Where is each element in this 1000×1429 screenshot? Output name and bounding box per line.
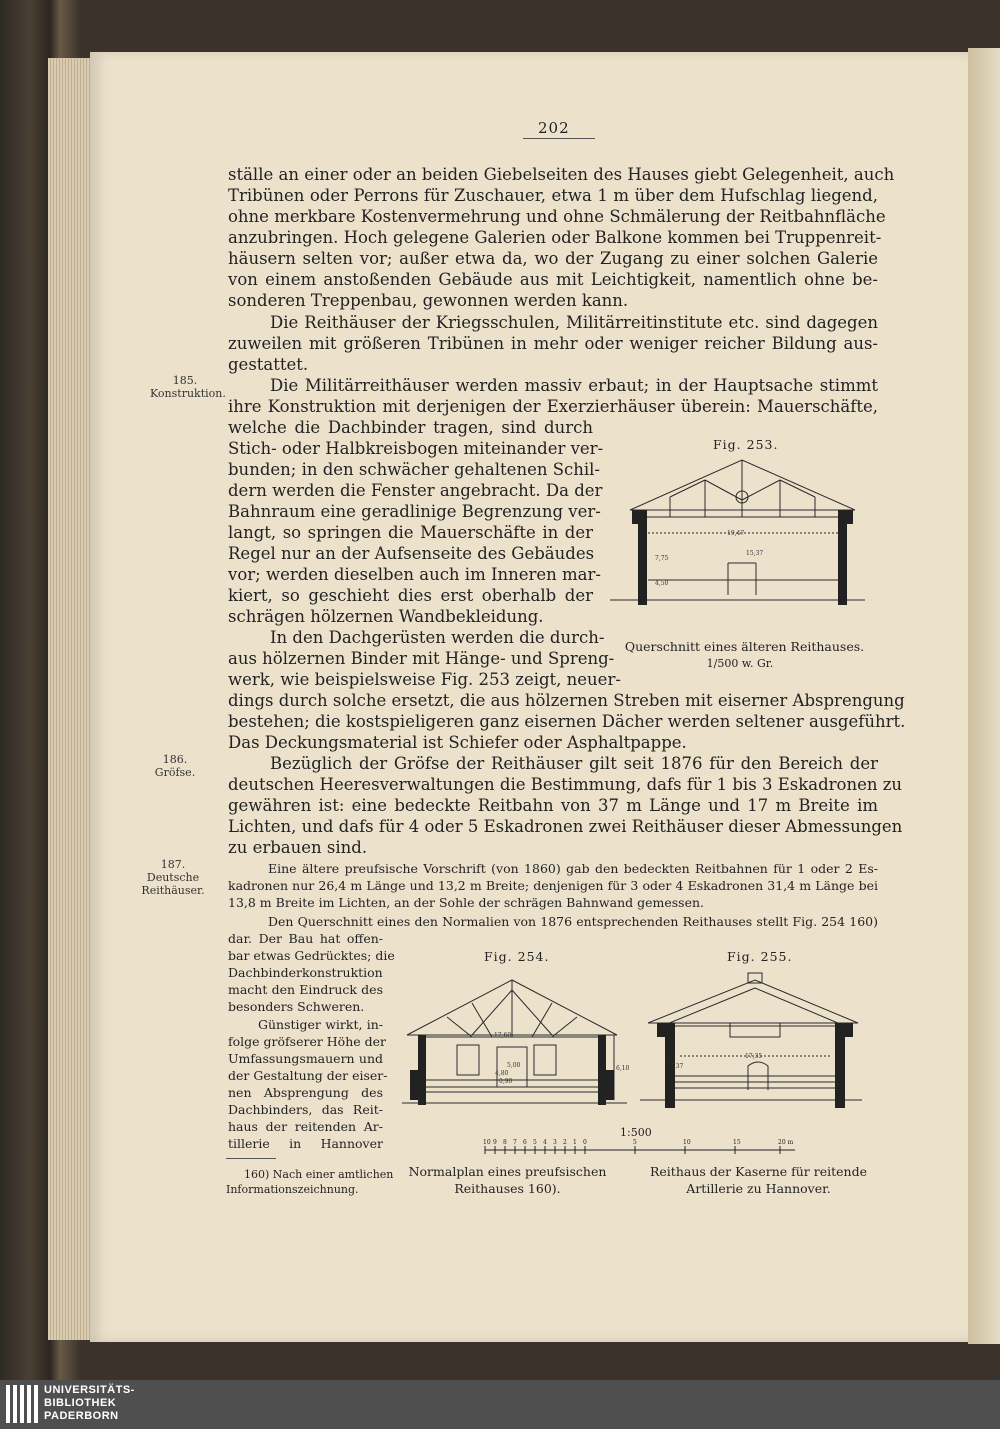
fig253-caption: Querschnitt eines älteren Reithauses. — [624, 639, 865, 654]
next-page-edge — [968, 48, 1000, 1344]
main-text-line: ihre Konstruktion mit derjenigen der Exerzierhäuser überein: Mauerschäfte, — [228, 397, 878, 416]
margin-note-187 — [138, 858, 208, 897]
margin-note-number: 185. — [172, 374, 198, 387]
library-name — [44, 1384, 135, 1423]
fig255-dim-1: 17,35 — [745, 1053, 763, 1060]
main-text-line: häusern selten vor; außer etwa da, wo der Zugang zu einer solchen Galerie — [228, 249, 878, 268]
small-text-line: tillerie in Hannover — [228, 1136, 383, 1151]
scale-label: 1:500 — [620, 1126, 652, 1139]
library-logo-icon — [6, 1385, 38, 1423]
main-text-line: Die Reithäuser der Kriegsschulen, Militärreitinstitute etc. sind dagegen — [270, 313, 878, 332]
main-text-line: kiert, so geschieht dies erst oberhalb der — [228, 586, 593, 605]
main-text-line: sonderen Treppenbau, gewonnen werden kann. — [228, 291, 629, 310]
fig255-drawing — [640, 968, 862, 1116]
main-text-line: aus hölzernen Binder mit Hänge- und Spreng- — [228, 649, 615, 668]
small-text-line: Umfassungsmauern und — [228, 1051, 383, 1066]
small-text-line: Dachbinders, das Reit- — [228, 1102, 383, 1117]
footnote — [226, 1167, 393, 1197]
fig254-label: Fig. 254. — [484, 949, 550, 964]
scale-tick-label: 5 — [633, 1139, 637, 1146]
fig254-caption-1: Normalplan eines preufsischen — [408, 1164, 607, 1179]
margin-note-185 — [150, 374, 226, 400]
small-text-line: nen Absprengung des — [228, 1085, 383, 1100]
fig255-caption-1: Reithaus der Kaserne für reitende — [650, 1164, 867, 1179]
footnote-line-1: 160) Nach einer amtlichen — [244, 1168, 394, 1181]
margin-note-number: 186. — [162, 753, 188, 766]
main-text-line: deutschen Heeresverwaltungen die Bestimmung, dafs für 1 bis 3 Eskadronen zu — [228, 775, 903, 794]
margin-note-label: Deutsche — [146, 871, 200, 884]
margin-note-186 — [140, 753, 210, 779]
main-text-line: bunden; in den schwächer gehaltenen Schil- — [228, 460, 601, 479]
margin-note-label: Konstruktion. — [150, 387, 226, 400]
main-text-line: gewähren ist: eine bedeckte Reitbahn von 37 m Länge und 17 m Breite im — [228, 796, 878, 815]
fig253-scale: 1/500 w. Gr. — [706, 657, 774, 670]
main-text-line: schrägen hölzernen Wandbekleidung. — [228, 607, 544, 626]
main-text-line: anzubringen. Hoch gelegene Galerien oder Balkone kommen bei Truppenreit- — [228, 228, 882, 247]
scale-tick-label: 10 — [683, 1139, 691, 1146]
main-text-line: dern werden die Fenster angebracht. Da der — [228, 481, 603, 500]
main-text-line: von einem anstoßenden Gebäude aus mit Leichtigkeit, namentlich ohne be- — [228, 270, 878, 289]
footnote-line-2: Informationszeichnung. — [226, 1183, 359, 1196]
fig253-dim-2: 15,37 — [746, 550, 764, 557]
library-name-line-3: PADERBORN — [44, 1410, 119, 1422]
margin-note-label-2: Reithäuser. — [141, 884, 205, 897]
main-text-line: langt, so springen die Mauerschäfte in der — [228, 523, 593, 542]
fig254-caption — [405, 1163, 610, 1197]
fig254-dim-5: 6,10 — [616, 1065, 630, 1072]
small-text-line: Dachbinderkonstruktion — [228, 965, 383, 980]
header-rule — [523, 138, 595, 139]
small-text-line: folge gröfserer Höhe der — [228, 1034, 387, 1049]
fig255-caption-2: Artillerie zu Hannover. — [686, 1181, 831, 1196]
small-text-line: der Gestaltung der eiser- — [228, 1068, 388, 1083]
margin-note-number: 187. — [160, 858, 186, 871]
small-text-line: haus der reitenden Ar- — [228, 1119, 383, 1134]
fig255-dim-2: 7,37 — [670, 1063, 684, 1070]
scale-tick-label: 7 — [513, 1139, 517, 1146]
small-text-line: kadronen nur 26,4 m Länge und 13,2 m Breite; denjenigen für 3 oder 4 Eskadronen 31,4 m Länge bei — [228, 878, 878, 893]
small-text-line: bar etwas Gedrücktes; die — [228, 948, 395, 963]
margin-note-label: Gröfse. — [154, 766, 196, 779]
small-text-line: Günstiger wirkt, in- — [258, 1017, 383, 1032]
scale-bar — [480, 1138, 800, 1158]
scale-tick-label: 8 — [503, 1139, 507, 1146]
main-text-line: vor; werden dieselben auch im Inneren mar- — [228, 565, 601, 584]
scale-tick-label: 20 m — [778, 1139, 794, 1146]
small-text-line: 13,8 m Breite im Lichten, an der Sohle der schrägen Bahnwand gemessen. — [228, 895, 704, 910]
main-text-line: werk, wie beispielsweise Fig. 253 zeigt, neuer- — [228, 670, 621, 689]
main-text-line: Tribünen oder Perrons für Zuschauer, etwa 1 m über dem Hufschlag liegend, — [228, 186, 878, 205]
small-text-line: besonders Schweren. — [228, 999, 365, 1014]
fig254-dim-3: 5,00 — [507, 1062, 521, 1069]
fig253-dim-1: 19,47 — [727, 530, 745, 537]
scale-tick-label: 15 — [733, 1139, 741, 1146]
small-text-line: Den Querschnitt eines den Normalien von 1876 entsprechenden Reithauses stellt Fig. 254 160) — [268, 914, 878, 929]
footnote-rule — [226, 1158, 276, 1159]
main-text-line: zu erbauen sind. — [228, 838, 368, 857]
fig255-label: Fig. 255. — [727, 949, 793, 964]
main-text-line: Bezüglich der Gröfse der Reithäuser gilt seit 1876 für den Bereich der — [270, 754, 878, 773]
page-number: 202 — [538, 119, 570, 137]
fig254-drawing — [402, 975, 630, 1115]
main-text-line: Stich- oder Halbkreisbogen miteinander ver- — [228, 439, 604, 458]
main-text-line: Die Militärreithäuser werden massiv erbaut; in der Hauptsache stimmt — [270, 376, 878, 395]
small-text-line: dar. Der Bau hat offen- — [228, 931, 383, 946]
main-text-line: In den Dachgerüsten werden die durch- — [270, 628, 605, 647]
scale-tick-label: 10 — [483, 1139, 491, 1146]
fig255-caption — [636, 1163, 881, 1197]
scale-tick-label: 9 — [493, 1139, 497, 1146]
fig253-dim-3: 7,75 — [655, 555, 669, 562]
main-text-line: dings durch solche ersetzt, die aus hölzernen Streben mit eiserner Absprengung — [228, 691, 905, 710]
main-text-line: welche die Dachbinder tragen, sind durch — [228, 418, 593, 437]
main-text-line: zuweilen mit größeren Tribünen in mehr oder weniger reicher Bildung aus- — [228, 334, 878, 353]
scale-tick-label: 5 — [533, 1139, 537, 1146]
fig253-label: Fig. 253. — [713, 437, 779, 452]
main-text-line: ställe an einer oder an beiden Giebelseiten des Hauses giebt Gelegenheit, auch — [228, 165, 895, 184]
main-text-line: Das Deckungsmaterial ist Schiefer oder Asphaltpappe. — [228, 733, 687, 752]
main-text-line: Regel nur an der Aufsenseite des Gebäudes — [228, 544, 595, 563]
scale-tick-label: 1 — [573, 1139, 577, 1146]
library-logo — [6, 1384, 135, 1423]
main-text-line: gestattet. — [228, 355, 309, 374]
main-text-line: Bahnraum eine geradlinige Begrenzung ver- — [228, 502, 601, 521]
main-text-line: Lichten, und dafs für 4 oder 5 Eskadronen zwei Reithäuser dieser Abmessungen — [228, 817, 903, 836]
main-text-line: ohne merkbare Kostenvermehrung und ohne Schmälerung der Reitbahnfläche — [228, 207, 886, 226]
library-bar — [0, 1380, 1000, 1429]
main-text-line: bestehen; die kostspieligeren ganz eisernen Dächer werden seltener ausgeführt. — [228, 712, 906, 731]
scale-tick-label: 6 — [523, 1139, 527, 1146]
library-name-line-1: UNIVERSITÄTS- — [44, 1384, 135, 1396]
scale-tick-label: 3 — [553, 1139, 557, 1146]
fig253-drawing — [610, 455, 865, 625]
scale-tick-label: 0 — [583, 1139, 587, 1146]
fig254-dim-4: 0,90 — [499, 1078, 513, 1085]
fig254-dim-2: 4,80 — [495, 1070, 509, 1077]
scale-tick-label: 2 — [563, 1139, 567, 1146]
library-name-line-2: BIBLIOTHEK — [44, 1397, 117, 1409]
small-text-line: macht den Eindruck des — [228, 982, 383, 997]
small-text-line: Eine ältere preufsische Vorschrift (von 1860) gab den bedeckten Reitbahnen für 1 oder 2 Es- — [268, 861, 878, 876]
scale-tick-label: 4 — [543, 1139, 547, 1146]
fig254-caption-2: Reithauses 160). — [454, 1181, 561, 1196]
fig253-dim-4: 4,50 — [655, 580, 669, 587]
fig254-dim-1: 17,60 — [494, 1032, 512, 1039]
